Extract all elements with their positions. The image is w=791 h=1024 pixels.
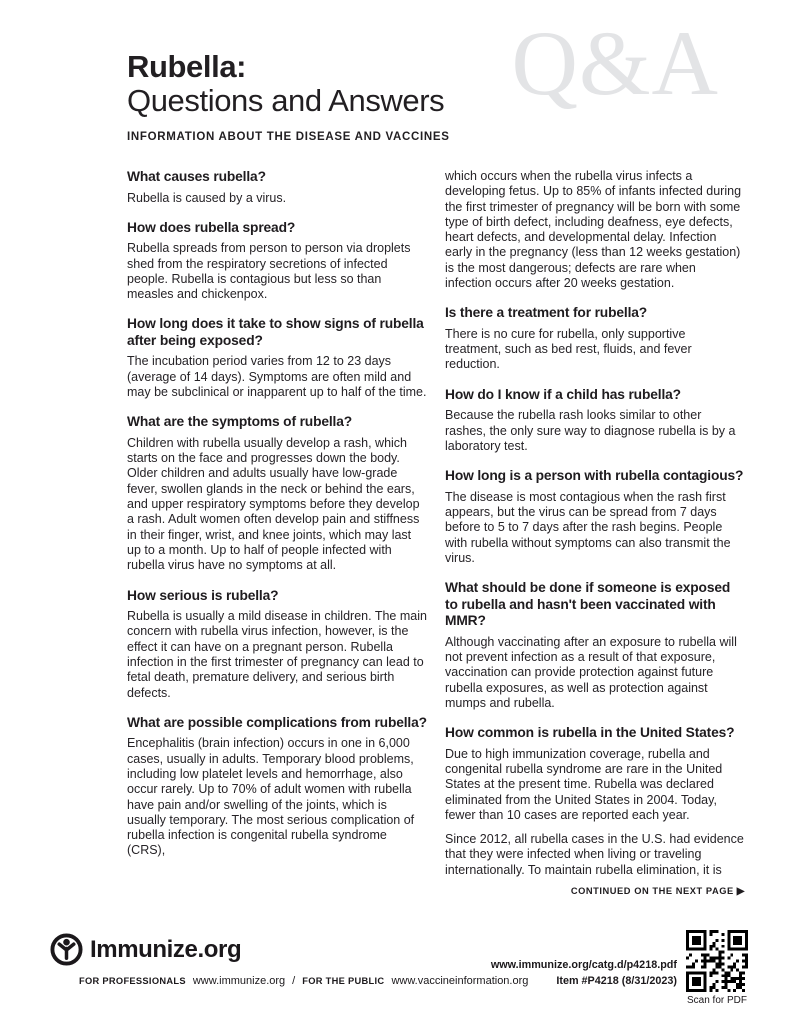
- qr-block: [686, 930, 748, 1006]
- two-column-content: [0, 169, 791, 897]
- audience-url-link[interactable]: www.vaccineinformation.org: [391, 975, 529, 987]
- question-heading: What are the symptoms of rubella?: [127, 414, 353, 430]
- separator: /: [292, 975, 296, 987]
- qa-section: [127, 316, 427, 400]
- answer-paragraph: Due to high immunization coverage, rubella and congenital rubella syndrome are rare in the United States at the present time. Rubella was declared eliminated from the United States in 2004. Today, fewer than 10 cases are reported each year.: [445, 746, 723, 822]
- question-heading: How long is a person with rubella contagious?: [445, 468, 744, 484]
- qa-watermark: Q&A: [511, 12, 719, 114]
- title-line-1: Rubella:: [127, 49, 247, 84]
- continued-note-text: CONTINUED ON THE NEXT PAGE: [570, 886, 734, 896]
- qa-section: [445, 169, 745, 291]
- footer-info-block: [491, 930, 748, 1006]
- brand-row: [50, 933, 528, 966]
- qa-section: [445, 305, 745, 372]
- qa-section: [127, 588, 427, 701]
- qa-section: [445, 580, 745, 711]
- brand-name: Immunize.org: [90, 935, 242, 963]
- right-column: [445, 169, 745, 897]
- qa-section: [445, 468, 745, 566]
- answer-paragraph: Rubella is usually a mild disease in children. The main concern with rubella virus infection, however, is the effect it can have on a pregnant person. Rubella infection in the first trimester of pregnancy can lead to fetal death, premature delivery, and serious birth defects.: [127, 609, 427, 700]
- pdf-url-link[interactable]: www.immunize.org/catg.d/p4218.pdf: [490, 959, 677, 971]
- question-heading: What are possible complications from rubella?: [127, 714, 427, 730]
- question-heading: What causes rubella?: [127, 169, 266, 184]
- answer-paragraph: Because the rubella rash looks similar to other rashes, the only sure way to diagnose rubella is by a laboratory test.: [445, 408, 736, 453]
- qa-section: [127, 169, 427, 206]
- qr-caption: Scan for PDF: [686, 995, 748, 1006]
- answer-paragraph: Since 2012, all rubella cases in the U.S. had evidence that they were infected when living or traveling internationally. To maintain rubella elimination, it is: [445, 832, 744, 877]
- audience-links-row: [79, 975, 528, 987]
- next-page-arrow-icon: ▶: [736, 886, 745, 897]
- document-header: [0, 0, 791, 143]
- question-heading: How does rubella spread?: [127, 219, 296, 235]
- audience-label: FOR PROFESSIONALS: [79, 976, 186, 986]
- answer-paragraph: Rubella spreads from person to person via droplets shed from the respiratory secretions of infected people. Rubella is contagious but less so than measles and chickenpox.: [127, 241, 411, 302]
- question-heading: How long does it take to show signs of rubella after being exposed?: [127, 316, 424, 348]
- answer-paragraph: which occurs when the rubella virus infects a developing fetus. Up to 85% of infants infected during the first trimester of pregnancy will be born with some type of birth defect, including deafness, eye defects, heart defects, and developmental delay. Infection early in the pregnancy (less than 12 weeks gestation) is the most dangerous; defects are rare when infection occurs after 20 weeks gestation.: [445, 169, 742, 291]
- qa-section: [127, 414, 427, 573]
- question-heading: What should be done if someone is exposed to rubella and hasn't been vaccinated with MMR?: [445, 580, 731, 629]
- answer-paragraph: There is no cure for rubella, only supportive treatment, such as bed rest, fluids, and fever reduction.: [445, 326, 692, 372]
- answer-paragraph: The disease is most contagious when the rash first appears, but the virus can be spread from 7 days before to 5 to 7 days after the rash begins. People with rubella without symptoms can also transmit the virus.: [445, 489, 731, 565]
- qr-code: [686, 930, 748, 992]
- pdf-info: [491, 957, 677, 989]
- qa-section: [127, 220, 427, 303]
- answer-paragraph: Encephalitis (brain infection) occurs in one in 6,000 cases, usually in adults. Temporary blood problems, including low platelet levels and hemorrhage, also occur rarely. Up to 70% of adult women with rubella have pain and/or swelling of the joints, which is usually temporary. The most serious complication of rubella infection is congenital rubella syndrome (CRS),: [127, 736, 415, 858]
- question-heading: How serious is rubella?: [127, 587, 279, 603]
- page-subtitle: INFORMATION ABOUT THE DISEASE AND VACCINES: [127, 131, 450, 143]
- qa-section: [445, 387, 745, 454]
- item-number: Item #P4218 (8/31/2023): [556, 975, 677, 987]
- immunize-logo-icon: [50, 933, 83, 966]
- right-column-sections: [445, 169, 745, 878]
- answer-paragraph: Children with rubella usually develop a rash, which starts on the face and progresses down the body. Older children and adults usually have low-grade fever, swollen glands in the neck or behind the ears, and upper respiratory symptoms before they develop a rash. Adult women often develop pain and stiffness in their finger, wrist, and knee joints, which may last up to a month. Up to half of people infected with rubella virus have no symptoms at all.: [127, 435, 420, 573]
- answer-paragraph: Rubella is caused by a virus.: [127, 190, 287, 205]
- audience-label: FOR THE PUBLIC: [302, 976, 385, 986]
- question-heading: How common is rubella in the United States?: [445, 725, 735, 741]
- left-column-sections: [127, 169, 427, 859]
- question-heading: How do I know if a child has rubella?: [445, 386, 681, 402]
- left-column: [127, 169, 427, 897]
- qa-section: [445, 725, 745, 878]
- answer-paragraph: Although vaccinating after an exposure to rubella will not prevent infection as a result of that exposure, vaccination can provide protection against future rubella exposures, as well as protection against mumps and rubella.: [445, 634, 737, 710]
- answer-paragraph: The incubation period varies from 12 to 23 days (average of 14 days). Symptoms are often mild and may be subclinical or inapparent up to half of the time.: [127, 354, 427, 400]
- footer-brand-block: [50, 933, 528, 987]
- qa-section: [127, 715, 427, 859]
- question-heading: Is there a treatment for rubella?: [445, 305, 648, 321]
- continued-note: [445, 886, 745, 897]
- title-line-2: Questions and Answers: [127, 83, 445, 118]
- audience-url-link[interactable]: www.immunize.org: [192, 975, 286, 987]
